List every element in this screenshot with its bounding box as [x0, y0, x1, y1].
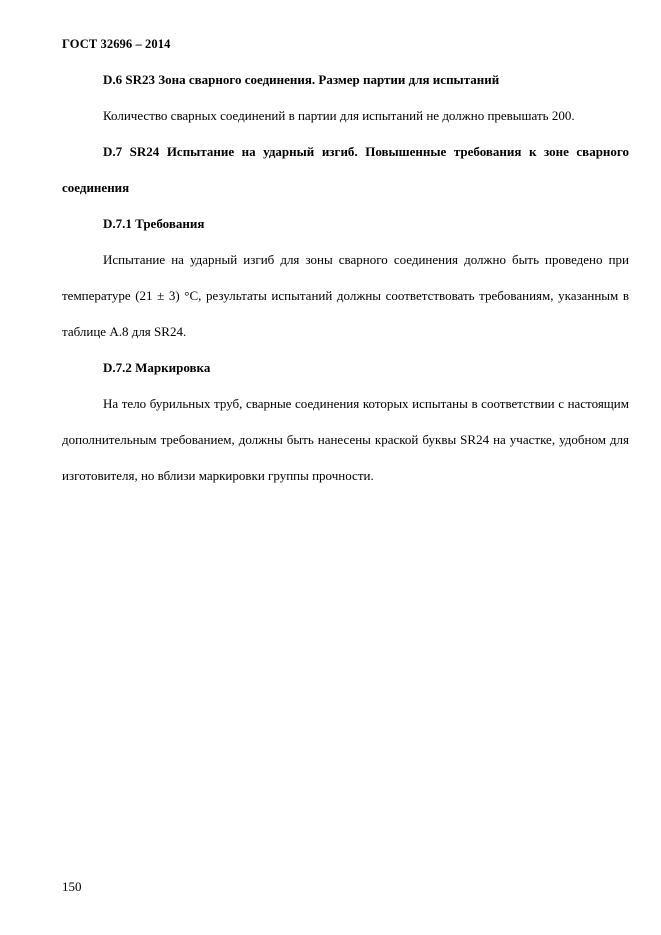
page-number: 150	[62, 879, 82, 894]
section-d71-text: Испытание на ударный изгиб для зоны сварного соединения должно быть проведено при температуре (21 ± 3) °С, результаты испытаний должны соответствовать требованиям, указанным в таблице А.8 для SR24.	[62, 252, 629, 339]
section-d6-heading: D.6 SR23 Зона сварного соединения. Размер партии для испытаний	[103, 72, 500, 87]
document-header: ГОСТ 32696 – 2014	[62, 37, 171, 51]
document-body	[62, 62, 629, 494]
section-d72-heading: D.7.2 Маркировка	[103, 360, 211, 375]
section-d71-heading: D.7.1 Требования	[103, 216, 205, 231]
section-d72-text: На тело бурильных труб, сварные соединения которых испытаны в соответствии с настоящим дополнительным требованием, должны быть нанесены краской буквы SR24 на участке, удобном для изготовителя, но вблизи маркировки группы прочности.	[62, 396, 629, 483]
section-d7-heading: D.7 SR24 Испытание на ударный изгиб. Повышенные требования к зоне сварного соединения	[62, 144, 629, 195]
section-d6-text: Количество сварных соединений в партии для испытаний не должно превышать 200.	[103, 108, 575, 123]
